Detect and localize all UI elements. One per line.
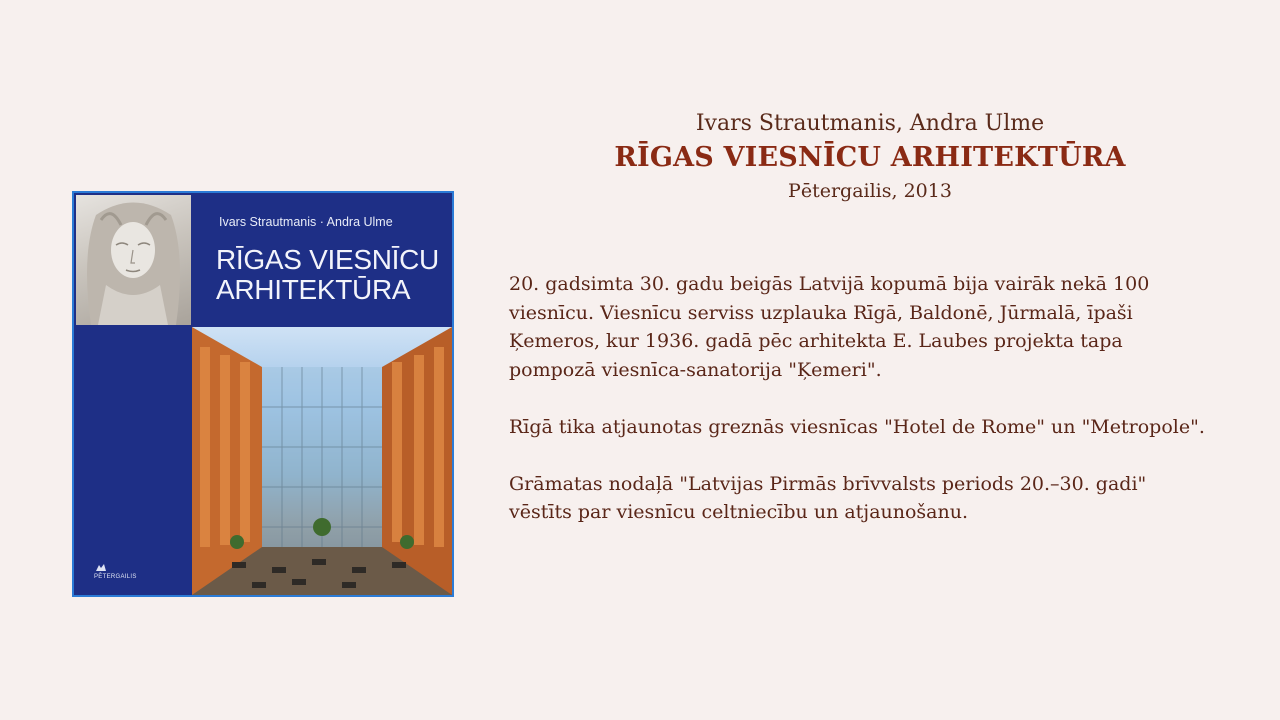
publisher-logo (94, 563, 137, 580)
description (509, 270, 1209, 555)
cover-title: RĪGAS VIESNĪCU ARHITEKTŪRA (216, 244, 439, 305)
book-cover-image (72, 191, 454, 597)
rooster-icon (94, 563, 108, 573)
hotel-atrium-photo (192, 327, 452, 595)
statue-relief-image (76, 195, 191, 325)
publisher-logo-text: PĒTERGAILIS (94, 574, 137, 580)
atrium-building-icon (192, 327, 452, 595)
book-authors: Ivars Strautmanis, Andra Ulme (695, 111, 1045, 136)
paragraph-3: Grāmatas nodaļā "Latvijas Pirmās brīvvalsts periods 20.–30. gadi" vēstīts par viesnīcu celtniecību un atjaunošanu. (509, 472, 1147, 523)
paragraph-1: 20. gadsimta 30. gadu beigās Latvijā kopumā bija vairāk nekā 100 viesnīcu. Viesnīcu serviss uzplauka Rīgā, Baldonē, Jūrmalā, īpaši Ķemeros, kur 1936. gadā pēc arhitekta E. Laubes projekta tapa pompozā viesnīca-sanatorija "Ķemeri". (509, 273, 1150, 381)
paragraph-2: Rīgā tika atjaunotas greznās viesnīcas "Hotel de Rome" un "Metropole". (509, 415, 1205, 438)
cover-author: Ivars Strautmanis · Andra Ulme (219, 215, 393, 229)
book-title: RĪGAS VIESNĪCU ARHITEKTŪRA (614, 142, 1126, 173)
statue-face-icon (76, 195, 191, 325)
book-heading (560, 108, 1180, 206)
book-publisher: Pētergailis, 2013 (788, 180, 952, 202)
